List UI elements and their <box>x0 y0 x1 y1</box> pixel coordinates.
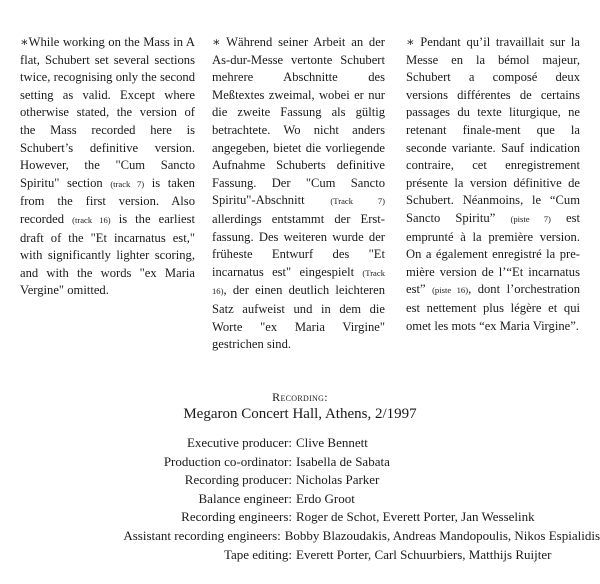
track-reference: (track 7) <box>110 178 145 189</box>
track-reference: (track 16) <box>72 214 111 225</box>
credit-name: Bobby Blazoudakis, Andreas Mandopoulis, Nikos Espialidis <box>284 527 600 543</box>
credit-role: Balance engineer: <box>198 490 292 506</box>
note-english-text: ∗While working on the Mass in A flat, Schubert set several sections twice, recognising only the second setting as valid. Except where otherwise stated, the version of the Mass recorded here is Schubert’s definitive version. However, the "Cum Sancto Spiritu" section (track 7) is taken from the first version. Also recorded (track 16) is the earliest draft of the "Et incarnatus est," with significantly lighter scoring, and with the words "ex Maria Vergine" omitted. <box>20 35 195 298</box>
credit-role: Executive producer: <box>186 435 292 450</box>
credit-row <box>0 527 600 546</box>
credit-name: Erdo Groot <box>296 490 355 506</box>
note-german-text: ∗ Während seiner Arbeit an der As-dur-Messe vertonte Schubert mehrere Abschnitte des Meßtextes zweimal, wobei er nur die zweite Fassung als gültig betrachtete. Wo nicht anders angegeben, bietet die vorliegende Aufnahme Schuberts definitive Fassung. Der "Cum Sancto Spiritu"-Abschnitt (Track 7) allerdings entstammt der Erst-fassung. Des weiteren wurde der früheste Entwurf des "Et incarnatus est" eingespielt (Track 16), der einen deutlich leichteren Satz aufweist und in dem die Worte "ex Maria Virgine" gestrichen sind. <box>212 35 385 352</box>
credit-row <box>0 546 600 565</box>
credit-name: Clive Bennett <box>296 435 368 450</box>
credit-row <box>0 490 600 509</box>
note-english <box>20 34 195 300</box>
credit-row <box>0 508 600 527</box>
credit-row <box>0 471 600 490</box>
recording-heading: Recording: <box>272 390 328 404</box>
credit-name: Everett Porter, Carl Schuurbiers, Matthijs Ruijter <box>296 546 552 562</box>
credit-name: Isabella de Sabata <box>296 453 390 469</box>
credit-name: Nicholas Parker <box>296 472 380 488</box>
credit-role: Production co-ordinator: <box>163 453 292 469</box>
note-french-text: ∗ Pendant qu’il travaillait sur la Messe en la bémol majeur, Schubert a composé deux versions différentes de certains passages du texte liturgique, ne retenant finale-ment que la seconde variante. Sauf indication contraire, cet enregistrement présente la version définitive de Schubert. Néanmoins, le “Cum Sancto Spiritu” (piste 7) est emprunté à la première version. On a également enregistré la pre-mière version de l’“Et incarnatus est” (piste 16), dont l’orchestration est nettement plus légère et qui omet les mots “ex Maria Virgine”. <box>406 35 581 333</box>
note-french <box>406 34 580 335</box>
credit-row <box>0 434 600 453</box>
credit-row <box>0 453 600 472</box>
note-german <box>212 34 385 354</box>
track-reference: (piste 7) <box>510 213 551 224</box>
credits-list <box>0 434 600 564</box>
credit-name: Roger de Schot, Everett Porter, Jan Wesselink <box>296 509 535 525</box>
credit-role: Recording engineers: <box>181 509 292 525</box>
track-reference: (piste 16) <box>432 285 469 296</box>
track-reference: (Track 7) <box>330 196 385 207</box>
credit-role: Assistant recording engineers: <box>123 527 281 543</box>
recording-venue: Megaron Concert Hall, Athens, 2/1997 <box>183 406 417 422</box>
credit-role: Tape editing: <box>223 546 292 562</box>
credit-role: Recording producer: <box>184 472 292 488</box>
track-reference: (Track 16) <box>212 267 385 297</box>
